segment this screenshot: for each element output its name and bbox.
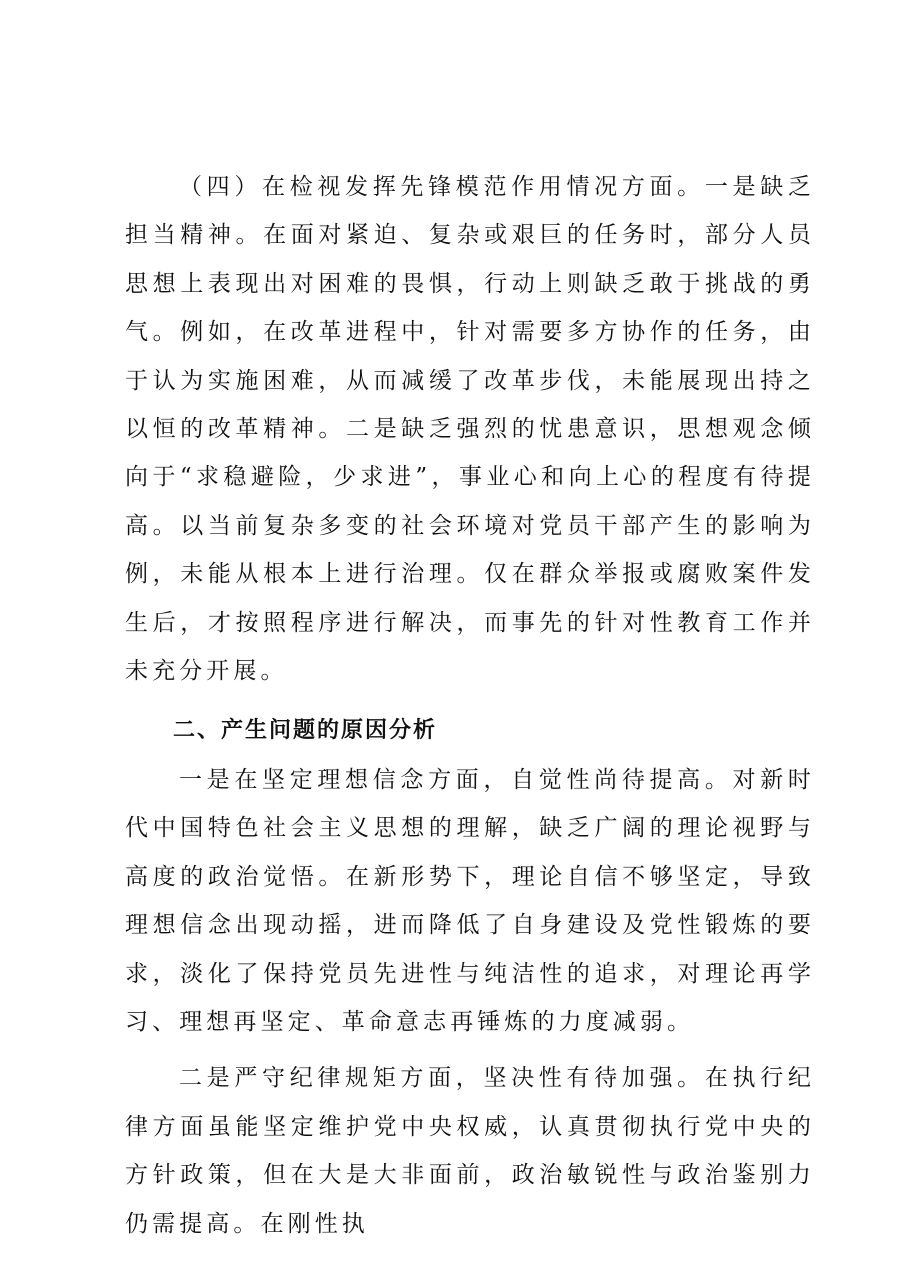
paragraph-pioneer-role: （四）在检视发挥先锋模范作用情况方面。一是缺乏担当精神。在面对紧迫、复杂或艰巨的任务时，部分人员思想上表现出对困难的畏惧，行动上则缺乏敢于挑战的勇气。例如，在改革进程中，针对需要多方协作的任务，由于认为实施困难，从而减缓了改革步伐，未能展现出持之以恒的改革精神。二是缺乏强烈的忧患意识，思想观念倾向于“求稳避险，少求进”，事业心和向上心的程度有待提高。以当前复杂多变的社会环境对党员干部产生的影响为例，未能从根本上进行治理。仅在群众举报或腐败案件发生后，才按照程序进行解决，而事先的针对性教育工作并未充分开展。	[125, 174, 815, 685]
section-heading-cause-analysis: 二、产生问题的原因分析	[173, 718, 438, 744]
paragraph-discipline-rules: 二是严守纪律规矩方面，坚决性有待加强。在执行纪律方面虽能坚定维护党中央权威，认真贯彻执行党中央的方针政策，但在大是大非面前，政治敏锐性与政治鉴别力仍需提高。在刚性执	[125, 1065, 815, 1237]
document-body	[125, 163, 815, 1248]
paragraph-ideals-beliefs: 一是在坚定理想信念方面，自觉性尚待提高。对新时代中国特色社会主义思想的理解，缺乏广阔的理论视野与高度的政治觉悟。在新形势下，理论自信不够坚定，导致理想信念出现动摇，进而降低了自身建设及党性锻炼的要求，淡化了保持党员先进性与纯洁性的追求，对理论再学习、理想再坚定、革命意志再锤炼的力度减弱。	[125, 766, 815, 1035]
